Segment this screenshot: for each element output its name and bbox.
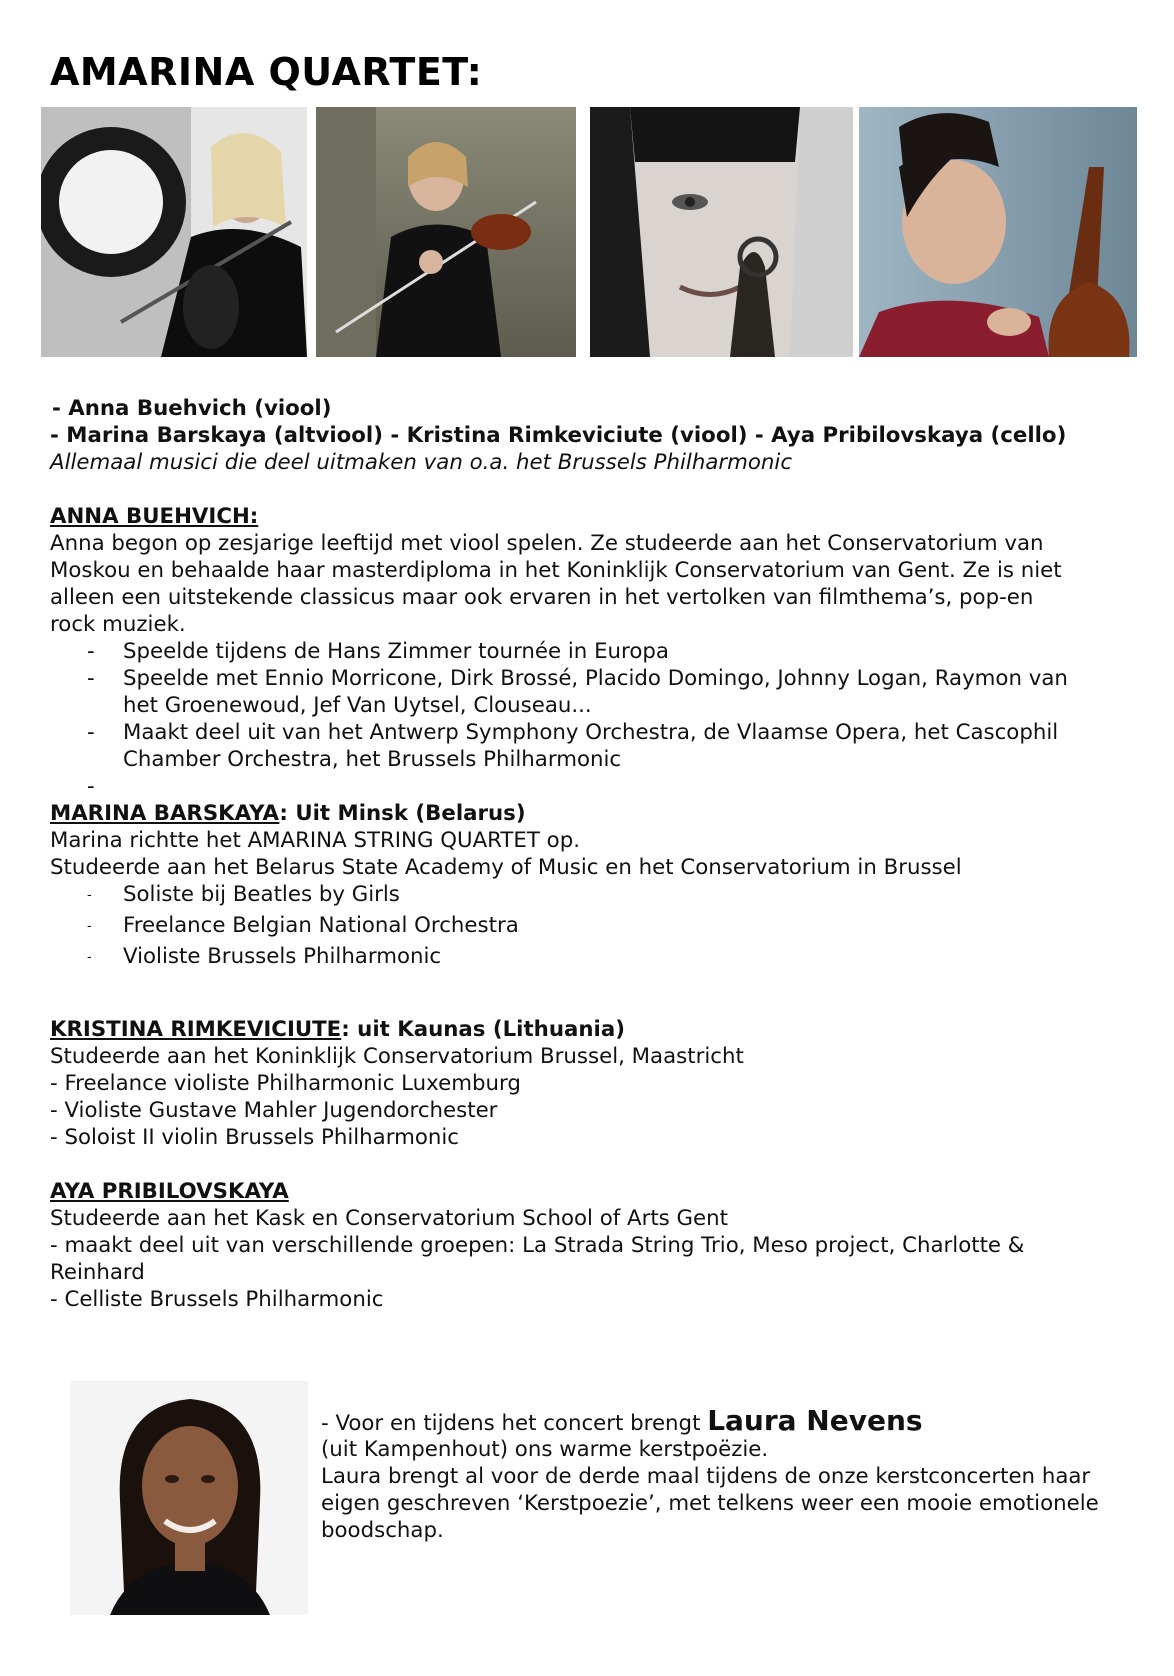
bullet-dash: - [87, 919, 92, 934]
bullet-dash: - [87, 950, 92, 965]
laura-line: eigen geschreven ‘Kerstpoezie’, met telkens weer een mooie emotionele [321, 1491, 1099, 1516]
members-line-1: - Anna Buehvich (viool) [52, 396, 332, 421]
kristina-line: - Freelance violiste Philharmonic Luxemburg [50, 1071, 521, 1096]
bullet-dash: - [87, 720, 95, 745]
kristina-heading-row [50, 1016, 625, 1043]
anna-bullet-continued: het Groenewoud, Jef Van Uytsel, Clouseau... [123, 693, 592, 718]
marina-line: Studeerde aan het Belarus State Academy of Music en het Conservatorium in Brussel [50, 855, 962, 880]
laura-line: boodschap. [321, 1518, 444, 1543]
laura-line: Laura brengt al voor de derde maal tijdens de onze kerstconcerten haar [321, 1464, 1091, 1489]
marina-bullet: Violiste Brussels Philharmonic [123, 944, 442, 969]
violinist-2-photo [316, 107, 576, 357]
marina-line: Marina richtte het AMARINA STRING QUARTET op. [50, 828, 580, 853]
anna-bullet: Speelde tijdens de Hans Zimmer tournée in Europa [123, 639, 669, 664]
kristina-line: - Violiste Gustave Mahler Jugendorchester [50, 1098, 498, 1123]
aya-heading: AYA PRIBILOVSKAYA [50, 1179, 289, 1204]
kristina-line: Studeerde aan het Koninklijk Conservatorium Brussel, Maastricht [50, 1044, 744, 1069]
bullet-dash: - [87, 666, 95, 691]
marina-bullet: Soliste bij Beatles by Girls [123, 882, 400, 907]
anna-bullet: Maakt deel uit van het Antwerp Symphony Orchestra, de Vlaamse Opera, het Cascophil [123, 720, 1059, 745]
laura-name: Laura Nevens [707, 1404, 923, 1437]
kristina-line: - Soloist II violin Brussels Philharmonic [50, 1125, 460, 1150]
laura-intro: - Voor en tijdens het concert brengt [321, 1411, 708, 1436]
anna-para-line: Anna begon op zesjarige leeftijd met viool spelen. Ze studeerde aan het Conservatorium van [50, 531, 1044, 556]
marina-heading-row [50, 800, 526, 827]
anna-para-line: alleen een uitstekende classicus maar ook ervaren in het vertolken van filmthema’s, pop-en [50, 585, 1034, 610]
cellist-photo [859, 107, 1137, 357]
violinist-1-photo [41, 107, 307, 357]
anna-para-line: Moskou en behaalde haar masterdiploma in het Koninklijk Conservatorium van Gent. Ze is niet [50, 558, 1062, 583]
page-title: AMARINA QUARTET: [50, 50, 483, 94]
aya-line: Studeerde aan het Kask en Conservatorium School of Arts Gent [50, 1206, 728, 1231]
anna-para-line: rock muziek. [50, 612, 186, 637]
kristina-heading-suffix: : uit Kaunas (Lithuania) [341, 1017, 625, 1042]
aya-line: - maakt deel uit van verschillende groepen: La Strada String Trio, Meso project, Charlotte & [50, 1233, 1025, 1258]
laura-nevens-photo [70, 1381, 308, 1615]
bullet-dash: - [87, 888, 92, 903]
aya-line: Reinhard [50, 1260, 145, 1285]
anna-bullet: Speelde met Ennio Morricone, Dirk Brossé, Placido Domingo, Johnny Logan, Raymon van [123, 666, 1068, 691]
anna-empty-dash: - [87, 774, 95, 799]
anna-heading: ANNA BUEHVICH: [50, 504, 259, 529]
laura-line: (uit Kampenhout) ons warme kerstpoëzie. [321, 1437, 769, 1462]
anna-bullet-continued: Chamber Orchestra, het Brussels Philharmonic [123, 747, 622, 772]
marina-heading-suffix: : Uit Minsk (Belarus) [279, 801, 526, 826]
bullet-dash: - [87, 639, 95, 664]
kristina-heading: KRISTINA RIMKEVICIUTE [50, 1017, 342, 1042]
violinist-3-photo [590, 107, 853, 357]
members-line-3: Allemaal musici die deel uitmaken van o.a. het Brussels Philharmonic [50, 450, 793, 475]
marina-heading: MARINA BARSKAYA [50, 801, 280, 826]
aya-line: - Celliste Brussels Philharmonic [50, 1287, 384, 1312]
members-line-2: - Marina Barskaya (altviool) - Kristina Rimkeviciute (viool) - Aya Pribilovskaya (cello) [50, 423, 1067, 448]
marina-bullet: Freelance Belgian National Orchestra [123, 913, 519, 938]
